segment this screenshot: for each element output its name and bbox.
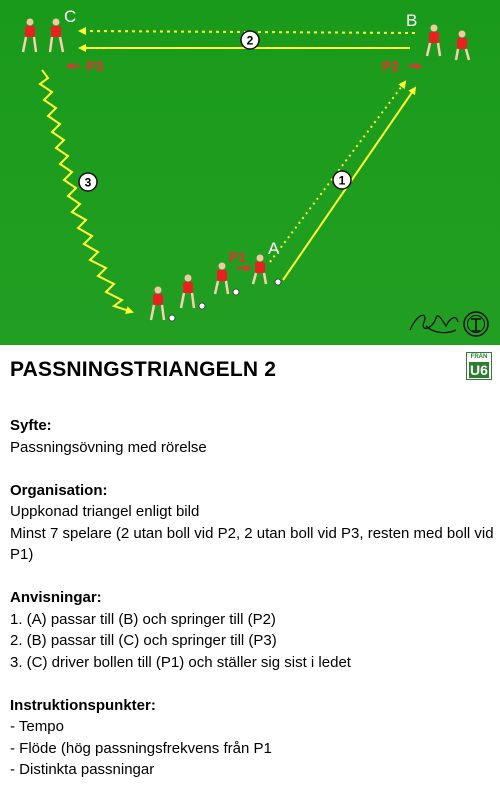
- age-group-badge: [466, 352, 492, 380]
- section-instruktionspunkter: [10, 695, 495, 781]
- step-marker-2: [241, 31, 259, 49]
- club-seal-icon: [464, 312, 488, 336]
- field-background: [0, 0, 500, 345]
- label-p3: P3: [86, 58, 104, 74]
- section-line: Uppkonad triangel enligt bild: [10, 503, 200, 520]
- label-b: B: [406, 11, 418, 30]
- section-organisation: [10, 480, 495, 566]
- label-c: C: [64, 7, 77, 26]
- section-line: Passningsövning med rörelse: [10, 438, 207, 456]
- section-heading: Organisation:: [10, 481, 108, 499]
- svg-text:2: 2: [246, 33, 254, 48]
- badge-level: U6: [470, 362, 488, 378]
- section-line: Minst 7 spelare (2 utan boll vid P2, 2 utan boll vid P3, resten med boll vid P1): [10, 524, 494, 563]
- section-heading: Anvisningar:: [10, 589, 102, 606]
- section-heading: Instruktionspunkter:: [10, 696, 156, 714]
- svg-text:1: 1: [338, 173, 346, 188]
- section-line: - Flöde (hög passningsfrekvens från P1: [10, 739, 272, 757]
- label-p1: P1: [229, 249, 247, 265]
- page-title: PASSNINGSTRIANGELN 2: [10, 358, 277, 381]
- step-marker-3: [79, 173, 97, 191]
- section-anvisningar: [10, 587, 495, 673]
- section-line: - Tempo: [10, 718, 64, 735]
- section-line: - Distinkta passningar: [10, 761, 155, 778]
- label-a: A: [268, 239, 280, 258]
- badge-from-label: FRÅN: [470, 354, 488, 360]
- label-p2: P2: [382, 58, 400, 74]
- svg-text:3: 3: [84, 175, 92, 190]
- drill-description: [10, 415, 495, 781]
- section-line: 3. (C) driver bollen till (P1) och ställer sig sist i ledet: [10, 653, 351, 671]
- section-heading: Syfte:: [10, 417, 52, 434]
- step-marker-1: [333, 171, 351, 189]
- section-line: 2. (B) passar till (C) och springer till (P3): [10, 632, 277, 649]
- section-syfte: [10, 415, 495, 458]
- drill-diagram: [0, 0, 500, 345]
- section-line: 1. (A) passar till (B) och springer till (P2): [10, 610, 276, 628]
